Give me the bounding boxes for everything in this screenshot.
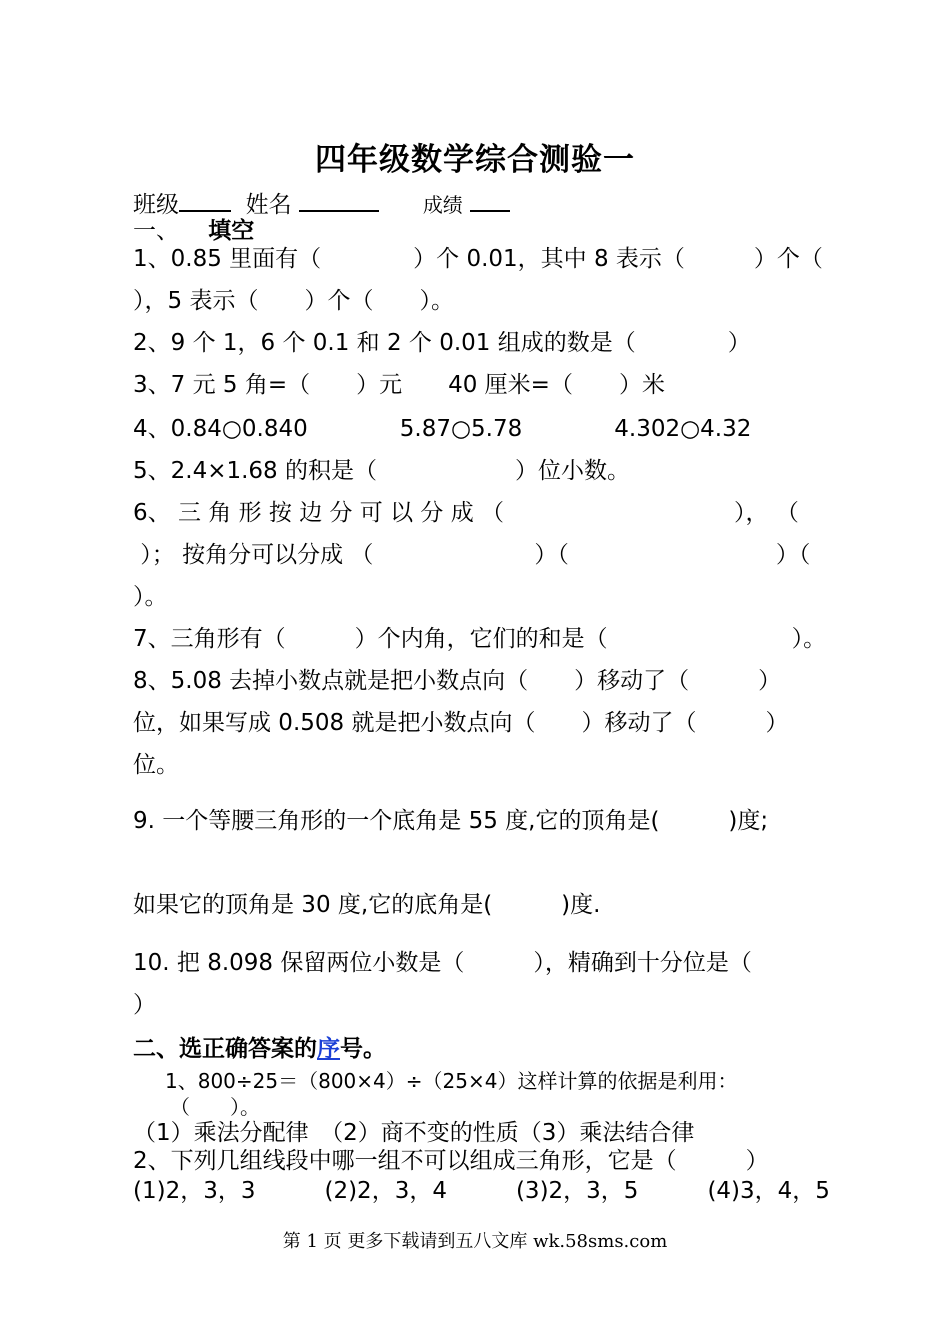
- question-6-line1: 6、 三 角 形 按 边 分 可 以 分 成 （ ）， （: [133, 500, 799, 526]
- question-10-line2: ）: [133, 992, 156, 1018]
- question-9-line1: 9. 一个等腰三角形的一个底角是 55 度,它的顶角是( )度;: [133, 808, 769, 834]
- name-label: 姓名: [245, 192, 292, 218]
- question-5: 5、2.4×1.68 的积是（ ）位小数。: [133, 458, 631, 484]
- question-7: 7、三角形有（ ）个内角，它们的和是（ ）。: [133, 626, 827, 652]
- question-9-line2: 如果它的顶角是 30 度,它的底角是( )度.: [133, 892, 601, 918]
- section1-heading: 一、 填空: [133, 218, 255, 244]
- question-6-line3: ）。: [133, 584, 168, 610]
- page-footer: 第 1 页 更多下载请到五八文库 wk.58sms.com: [282, 1231, 668, 1252]
- s2-question-1-line2: （ ）。: [170, 1095, 260, 1119]
- question-8-line1: 8、5.08 去掉小数点就是把小数点向（ ）移动了（ ）: [133, 668, 782, 694]
- s2-question-1-line1: 1、800÷25＝（800×4）÷（25×4）这样计算的依据是利用：: [165, 1069, 738, 1093]
- question-8-line3: 位。: [133, 752, 179, 778]
- class-label: 班级: [133, 192, 179, 218]
- s2-question-2-options: (1)2，3，3 (2)2，3，4 (3)2，3，5 (4)3，4，5: [133, 1178, 830, 1204]
- question-1-line1: 1、0.85 里面有（ ）个 0.01，其中 8 表示（ ）个（: [133, 246, 823, 272]
- score-blank: [470, 188, 510, 212]
- question-4: 4、0.84○0.840 5.87○5.78 4.302○4.32: [133, 416, 752, 442]
- section2-heading: 二、选正确答案的序号。: [133, 1036, 386, 1062]
- s2-question-1-options: （1）乘法分配律 （2）商不变的性质（3）乘法结合律: [133, 1120, 695, 1146]
- s2-question-2: 2、下列几组线段中哪一组不可以组成三角形，它是（ ）: [133, 1148, 769, 1174]
- name-blank: [299, 188, 379, 212]
- question-3: 3、7 元 5 角=（ ）元 40 厘米=（ ）米: [133, 372, 665, 398]
- page-title: 四年级数学综合测验一: [315, 142, 635, 178]
- xu-link[interactable]: 序: [317, 1036, 340, 1062]
- question-1-line2: ），5 表示（ ）个（ ）。: [133, 288, 454, 314]
- question-10-line1: 10. 把 8.098 保留两位小数是（ ），精确到十分位是（: [133, 950, 752, 976]
- question-6-line2: ）； 按角分可以分成 （ ）（ ）（: [133, 542, 811, 568]
- class-blank: [179, 188, 231, 212]
- score-label: 成绩: [422, 193, 463, 217]
- question-2: 2、9 个 1，6 个 0.1 和 2 个 0.01 组成的数是（ ）: [133, 330, 751, 356]
- question-8-line2: 位，如果写成 0.508 就是把小数点向（ ）移动了（ ）: [133, 710, 789, 736]
